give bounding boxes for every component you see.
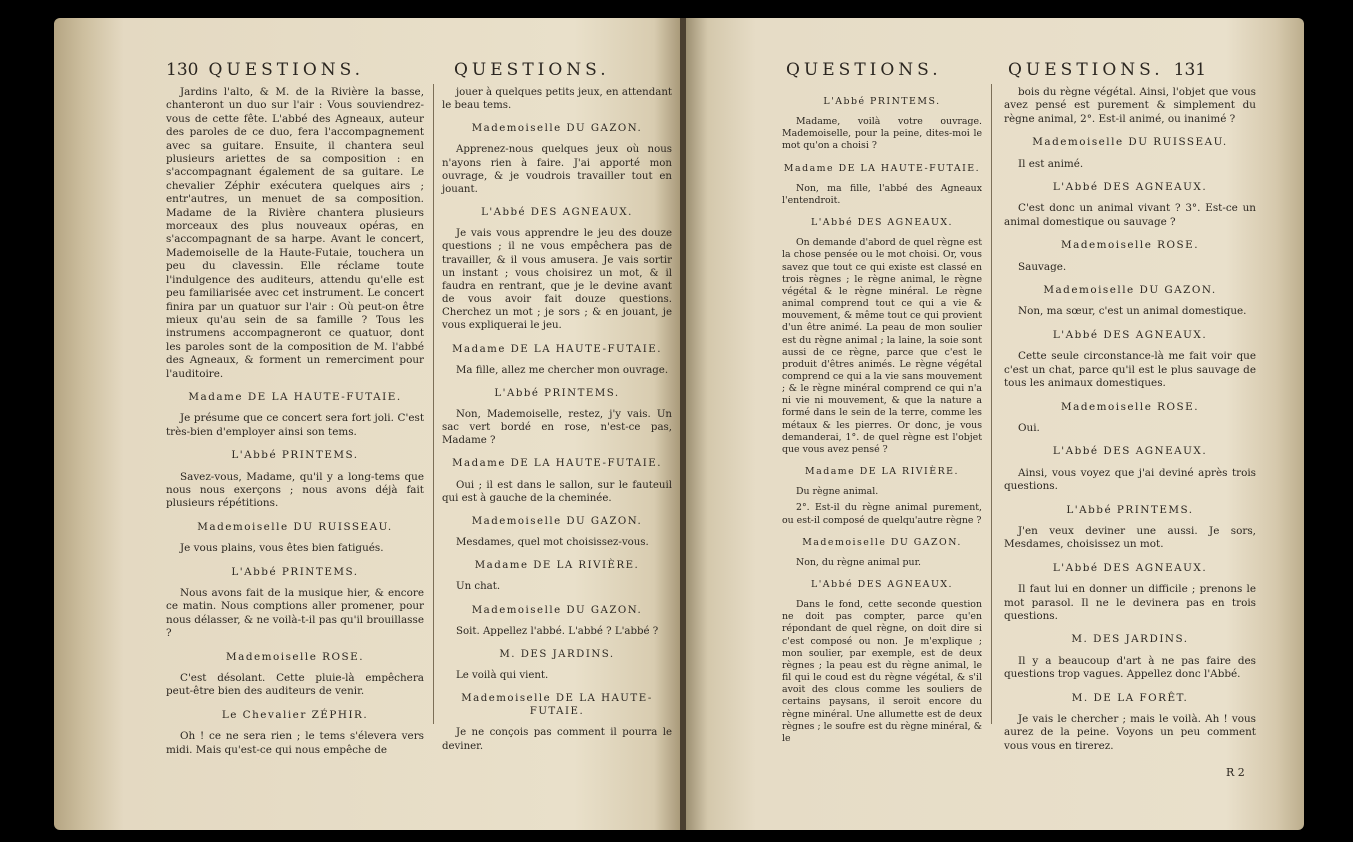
paragraph: Cette seule circonstance-là me fait voir que c'est un chat, parce qu'il est le plus sauvage de tous les animaux domestiques. (1004, 350, 1256, 390)
speaker-label: Le Chevalier ZÉPHIR. (221, 708, 369, 721)
paragraph: Ma fille, allez me chercher mon ouvrage. (456, 364, 669, 376)
speaker-label: L'Abbé DES AGNEAUX. (1052, 445, 1208, 458)
speaker-label: Mademoiselle ROSE. (226, 650, 364, 663)
paragraph: Madame, voilà votre ouvrage. Mademoiselle, pour la peine, dites-moi le mot qu'on a choisi ? (782, 116, 982, 152)
paragraph: Il y a beaucoup d'art à ne pas faire des questions trop vagues. Appellez donc l'Abbé. (1004, 654, 1256, 681)
speaker-label: Mademoiselle DE LA HAUTE-FUTAIE. (461, 693, 653, 718)
speaker-label: Mademoiselle DU GAZON. (471, 123, 643, 135)
paragraph: Le voilà qui vient. (456, 670, 549, 681)
paragraph: Du règne animal. (796, 486, 879, 498)
speaker-label: M. DES JARDINS. (1071, 633, 1189, 646)
speaker-label: Madame DE LA HAUTE-FUTAIE. (188, 390, 402, 403)
paragraph: Oui ; il est dans le sallon, sur le fauteuil qui est à gauche de la cheminée. (442, 479, 672, 504)
running-title: QUESTIONS. (1008, 60, 1164, 80)
running-title: QUESTIONS. (208, 60, 365, 80)
paragraph: bois du règne végétal. Ainsi, l'objet que vous avez pensé est purement & simplement du règne animal, 2°. Est-il animé, ou inanimé ? (1004, 86, 1256, 125)
speaker-label: Mademoiselle DU GAZON. (802, 536, 962, 548)
speaker-label: L'Abbé DES AGNEAUX. (1052, 181, 1208, 194)
speaker-label: Madame DE LA HAUTE-FUTAIE. (783, 162, 981, 174)
paragraph: Non, Mademoiselle, restez, j'y vais. Un sac vert bordé en rose, n'est-ce pas, Madame ? (442, 408, 672, 447)
paragraph: Je vais le chercher ; mais le voilà. Ah ! vous aurez de la peine. Voyons un peu comment vous vous en tirerez. (1004, 713, 1256, 752)
paragraph: 2°. Est-il du règne animal purement, ou est-il composé de quelqu'autre règne ? (782, 502, 982, 526)
paragraph: Dans le fond, cette seconde question ne doit pas compter, parce qu'en répondant de quel règne, on doit dire si c'est composé ou non. Je m'explique ; mon soulier, par exemple, est de deux règnes ; la peau est du règne animal, le fil qui le coud est du règne végétal, & s'il avoit des clous comme les souliers de certains paysans, il seroit encore du règne minéral. Une allumette est de deux règnes ; le soufre est du règne minéral, & le (782, 599, 982, 744)
paragraph: Nous avons fait de la musique hier, & encore ce matin. Nous comptions aller promener, pour nous délasser, & ne voilà-t-il pas qu'il brouillasse ? (166, 587, 424, 640)
paragraph: Il est animé. (1018, 157, 1084, 170)
paragraph: Il faut lui en donner un difficile ; prenons le mot parasol. Il ne le devinera pas en trois questions. (1004, 583, 1256, 622)
speaker-label: L'Abbé DES AGNEAUX. (1052, 328, 1208, 341)
column-header: QUESTIONS. (454, 60, 610, 80)
paragraph: jouer à quelques petits jeux, en attendant le beau tems. (442, 87, 672, 112)
speaker-label: M. DES JARDINS. (499, 648, 615, 660)
speaker-label: L'Abbé DES AGNEAUX. (1052, 561, 1208, 574)
page-header-131 (1008, 60, 1216, 80)
speaker-label: L'Abbé PRINTEMS. (1066, 503, 1194, 516)
column-header: QUESTIONS. (786, 60, 942, 80)
page-header-130 (166, 60, 364, 80)
speaker-label: Madame DE LA RIVIÈRE. (805, 466, 959, 478)
paragraph: C'est donc un animal vivant ? 3°. Est-ce un animal domestique ou sauvage ? (1004, 202, 1256, 228)
speaker-label: L'Abbé PRINTEMS. (231, 449, 359, 462)
paragraph: J'en veux deviner une aussi. Je sors, Mesdames, choisissez un mot. (1004, 524, 1256, 551)
text-column-1 (166, 86, 424, 761)
paragraph: Savez-vous, Madame, qu'il y a long-tems que nous nous exerçons ; nous avons déjà fait plusieurs répétitions. (166, 470, 424, 510)
paragraph: On demande d'abord de quel règne est la chose pensée ou le mot choisi. Or, vous savez que tout ce qui existe est classé en trois règnes ; le règne animal, le règne végétal & le règne minéral. Le règne animal comprend tout ce qui a vie & mouvement, & même tout ce qui provient d'un être animé. La peau de mon soulier est du règne animal ; la laine, la soie sont aussi de ce règne, parce que c'est le produit d'êtres animés. Le règne végétal comprend ce qui a la vie sans mouvement ; & le règne minéral comprend ce qui n'a ni vie ni mouvement, & que la nature a formé dans le sein de la terre, comme les métaux & les pierres. Or donc, je vous demanderai, 1°. de quel règne est l'objet que vous avez pensé ? (782, 237, 982, 455)
paragraph: Sauvage. (1018, 260, 1067, 273)
paragraph: Oui. (1018, 421, 1040, 434)
text-column-4 (1004, 86, 1256, 757)
speaker-label: Mademoiselle DU GAZON. (1043, 284, 1217, 297)
paragraph: C'est désolant. Cette pluie-là empêchera peut-être bien des auditeurs de venir. (166, 672, 424, 698)
left-page (54, 18, 680, 830)
paragraph: Jardins l'alto, & M. de la Rivière la basse, chanteront un duo sur l'air : Vous souviendrez-vous de cette fête. L'abbé des Agneaux, auteur des paroles de ce duo, fera l'accompagnement avec sa guitare. Ensuite, il chantera seul plusieurs ariettes de sa composition : en s'accompagnant également de sa guitare. Le chevalier Zéphir exécutera quelques airs ; entr'autres, un menuet de sa composition. Madame de la Rivière chantera plusieurs morceaux des plus nouveaux opéras, en s'accompagnant de sa harpe. Avant le concert, Mademoiselle de la Haute-Futaie, touchera un peu du clavessin. Elle réclame toute l'indulgence des auditeurs, attendu qu'elle est peu familiarisée avec cet instrument. Le concert finira par un quatuor sur l'air : Où peut-on être mieux qu'au sein de sa famille ? Tous les instrumens accompagneront ce quatuor, dont les paroles sont de la composition de M. l'abbé des Agneaux, & forment un remerciment pour l'auditoire. (166, 86, 424, 380)
speaker-label: L'Abbé PRINTEMS. (231, 565, 359, 578)
page-number: 131 (1173, 60, 1207, 80)
speaker-label: L'Abbé DES AGNEAUX. (481, 207, 633, 219)
paragraph: Mesdames, quel mot choisissez-vous. (456, 537, 649, 549)
speaker-label: Mademoiselle DU RUISSEAU. (197, 520, 393, 533)
text-column-2 (442, 86, 672, 757)
paragraph: Je ne conçois pas comment il pourra le deviner. (442, 727, 672, 752)
paragraph: Ainsi, vous voyez que j'ai deviné après trois questions. (1004, 466, 1256, 493)
paragraph: Un chat. (456, 581, 501, 593)
paragraph: Je vous plains, vous êtes bien fatigués. (180, 542, 384, 555)
text-column-3 (782, 86, 982, 749)
right-page (686, 18, 1304, 830)
paragraph: Apprenez-nous quelques jeux où nous n'ayons rien à faire. J'ai apporté mon ouvrage, & je voudrois travailler tout en jouant. (442, 144, 672, 195)
column-rule (991, 84, 992, 724)
speaker-label: L'Abbé DES AGNEAUX. (811, 217, 953, 229)
page-number: 130 (166, 60, 199, 80)
speaker-label: Mademoiselle DU RUISSEAU. (1032, 136, 1228, 149)
paragraph: Non, du règne animal pur. (796, 556, 922, 568)
paragraph: Je présume que ce concert sera fort joli. C'est très-bien d'employer ainsi son tems. (166, 412, 424, 438)
speaker-label: M. DE LA FORÊT. (1071, 691, 1189, 704)
open-book (54, 18, 1304, 830)
speaker-label: Mademoiselle DU GAZON. (471, 515, 643, 527)
speaker-label: Madame DE LA HAUTE-FUTAIE. (452, 343, 662, 355)
paragraph: Oh ! ce ne sera rien ; le tems s'élevera vers midi. Mais qu'est-ce qui nous empêche de (166, 730, 424, 756)
speaker-label: Madame DE LA HAUTE-FUTAIE. (452, 458, 662, 470)
column-rule (433, 84, 434, 724)
speaker-label: Mademoiselle DU GAZON. (471, 604, 643, 616)
paragraph: Je vais vous apprendre le jeu des douze questions ; il ne vous empêchera pas de travailler, & il vous amusera. Je vais sortir un instant ; vous choisirez un mot, & il faudra en rentrant, que je le devine avant de vous avoir fait douze questions. Cherchez un mot ; je sors ; & en jouant, je vous expliquerai le jeu. (442, 228, 672, 332)
speaker-label: L'Abbé PRINTEMS. (494, 387, 620, 399)
speaker-label: Mademoiselle ROSE. (1061, 239, 1199, 252)
paragraph: Non, ma sœur, c'est un animal domestique. (1018, 305, 1247, 318)
speaker-label: L'Abbé PRINTEMS. (823, 96, 941, 107)
speaker-label: Madame DE LA RIVIÈRE. (474, 560, 640, 572)
paragraph: Soit. Appellez l'abbé. L'abbé ? L'abbé ? (456, 625, 659, 637)
speaker-label: L'Abbé DES AGNEAUX. (811, 579, 953, 590)
paragraph: Non, ma fille, l'abbé des Agneaux l'entendroit. (782, 182, 982, 206)
speaker-label: Mademoiselle ROSE. (1061, 400, 1199, 413)
signature-mark: R 2 (1226, 766, 1245, 779)
